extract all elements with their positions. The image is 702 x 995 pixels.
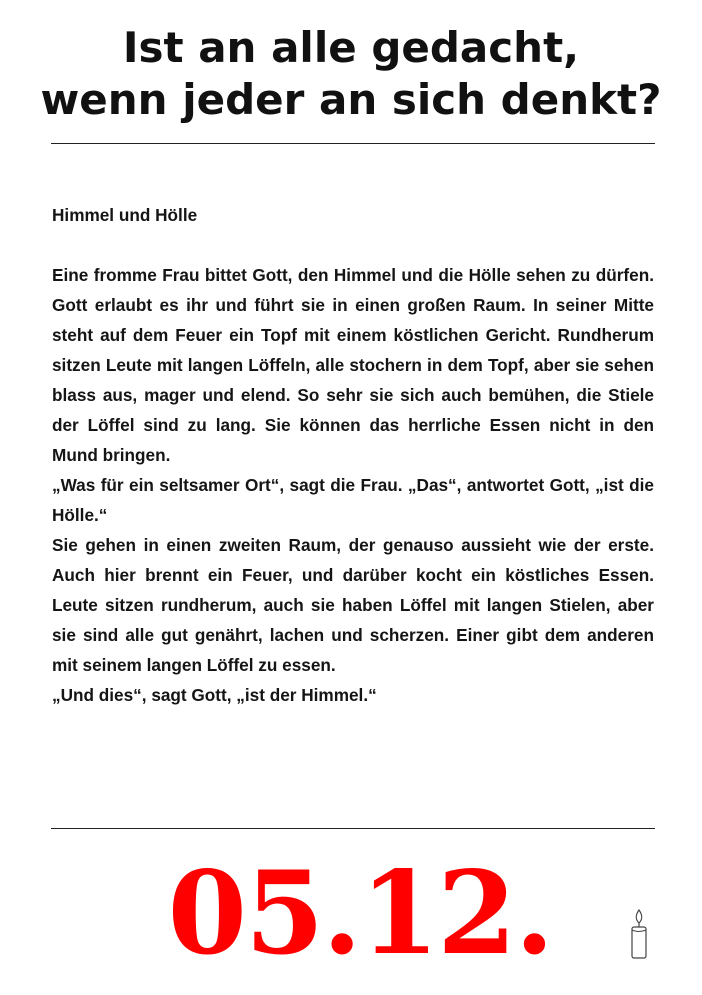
- title-line-1: Ist an alle gedacht,: [122, 23, 580, 72]
- candle-icon: [626, 908, 652, 960]
- story-paragraph-3: Sie gehen in einen zweiten Raum, der genauso aussieht wie der erste. Auch hier brennt ein Feuer, und darüber kocht ein köstliches Essen. Leute sitzen rundherum, auch sie haben Löffel mit langen Stielen, aber sie sind alle gut genährt, lachen und scherzen. Einer gibt dem anderen mit seinem langen Löffel zu essen.: [52, 535, 654, 675]
- advent-date: 05.12.: [167, 846, 553, 980]
- story-heading: Himmel und Hölle: [52, 205, 198, 225]
- page-title: [0, 22, 702, 126]
- bottom-divider: [51, 828, 655, 829]
- story-paragraph-2: „Was für ein seltsamer Ort“, sagt die Frau. „Das“, antwortet Gott, „ist die Hölle.“: [52, 475, 654, 525]
- story-body: [52, 200, 654, 710]
- title-line-2: wenn jeder an sich denkt?: [40, 75, 662, 124]
- story-paragraph-1: Eine fromme Frau bittet Gott, den Himmel und die Hölle sehen zu dürfen. Gott erlaubt es ihr und führt sie in einen großen Raum. In seiner Mitte steht auf dem Feuer ein Topf mit einem köstlichen Gericht. Rundherum sitzen Leute mit langen Löffeln, alle stochern in dem Topf, aber sie sehen blass aus, mager und elend. So sehr sie sich auch bemühen, die Stiele der Löffel sind zu lang. Sie können das herrliche Essen nicht in den Mund bringen.: [52, 265, 654, 465]
- top-divider: [51, 143, 655, 144]
- story-paragraph-4: „Und dies“, sagt Gott, „ist der Himmel.“: [52, 685, 377, 705]
